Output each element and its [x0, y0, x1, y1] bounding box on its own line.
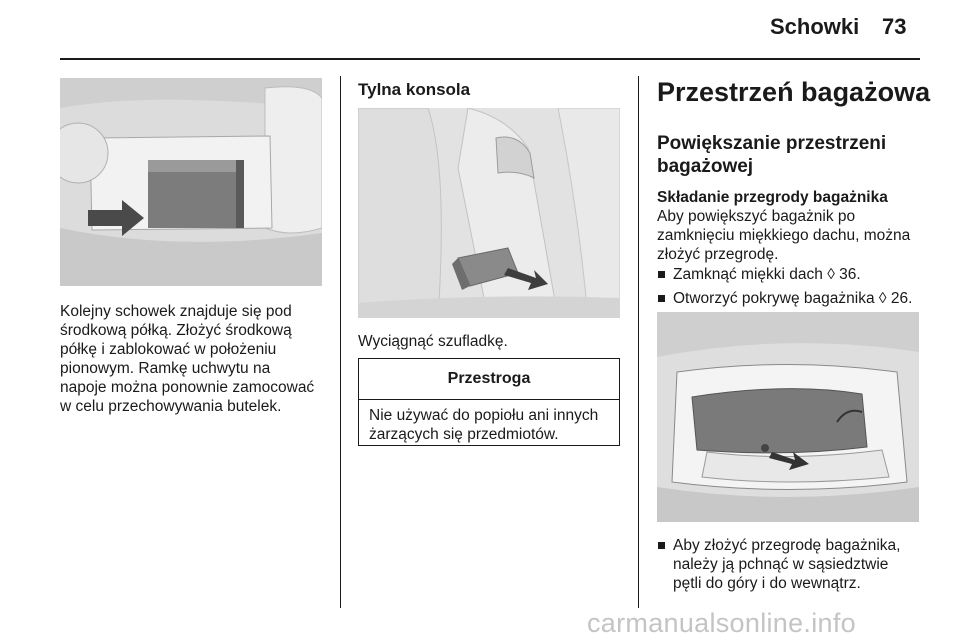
text-line: w celu przechowywania butelek.	[60, 398, 282, 415]
text-line: należy ją pchnąć w sąsiedztwie	[673, 556, 889, 573]
paragraph-intro	[657, 207, 922, 264]
text-line: środkową półką. Złożyć środkową	[60, 322, 292, 339]
text-line: zamknięciu miękkiego dachu, można	[657, 227, 911, 244]
text-line: napoje można ponownie zamocować	[60, 379, 315, 396]
caption-pull-drawer: Wyciągnąć szufladkę.	[358, 333, 508, 350]
bullet-square-icon	[658, 295, 665, 302]
bullet-square-icon	[658, 542, 665, 549]
paragraph-compartment	[60, 302, 335, 416]
bullet-text: Zamknąć miękki dach ◊ 36.	[673, 266, 861, 283]
column-divider-1	[340, 76, 341, 608]
bullet-square-icon	[658, 271, 665, 278]
bullet-item	[657, 536, 936, 593]
text-line: żarzących się przedmiotów.	[369, 426, 559, 443]
page-number: 73	[882, 14, 907, 39]
bullet-item	[657, 265, 936, 284]
text-line: złożyć przegrodę.	[657, 246, 779, 263]
header-rule	[60, 58, 920, 60]
watermark: carmanualsonline.info	[587, 608, 856, 638]
subheading-enlarging-space	[657, 132, 886, 178]
photo-trunk-partition	[657, 312, 919, 522]
heading-luggage-space: Przestrzeń bagażowa	[657, 77, 931, 107]
warning-box	[358, 358, 620, 446]
text-line: półkę i zablokować w położeniu	[60, 341, 277, 358]
text-line: Aby złożyć przegrodę bagażnika,	[673, 537, 901, 554]
photo-center-console-compartment	[60, 78, 322, 286]
text-line: Nie używać do popiołu ani innych	[369, 407, 599, 424]
warning-title: Przestroga	[359, 359, 619, 400]
column-divider-2	[638, 76, 639, 608]
text-line: pętli do góry i do wewnątrz.	[673, 575, 861, 592]
photo-rear-console-drawer	[358, 108, 620, 318]
text-line: bagażowej	[657, 156, 754, 177]
text-line: Kolejny schowek znajduje się pod	[60, 303, 292, 320]
heading-rear-console: Tylna konsola	[358, 80, 471, 99]
text-line: Aby powiększyć bagażnik po	[657, 208, 856, 225]
page-header-title: Schowki	[770, 14, 860, 39]
bullet-item	[657, 289, 936, 308]
bullet-text: Otworzyć pokrywę bagażnika ◊ 26.	[673, 290, 913, 307]
subsubheading-folding-partition: Składanie przegrody bagażnika	[657, 189, 888, 206]
warning-text	[359, 400, 619, 450]
text-line: pionowym. Ramkę uchwytu na	[60, 360, 271, 377]
text-line: Powiększanie przestrzeni	[657, 133, 887, 154]
